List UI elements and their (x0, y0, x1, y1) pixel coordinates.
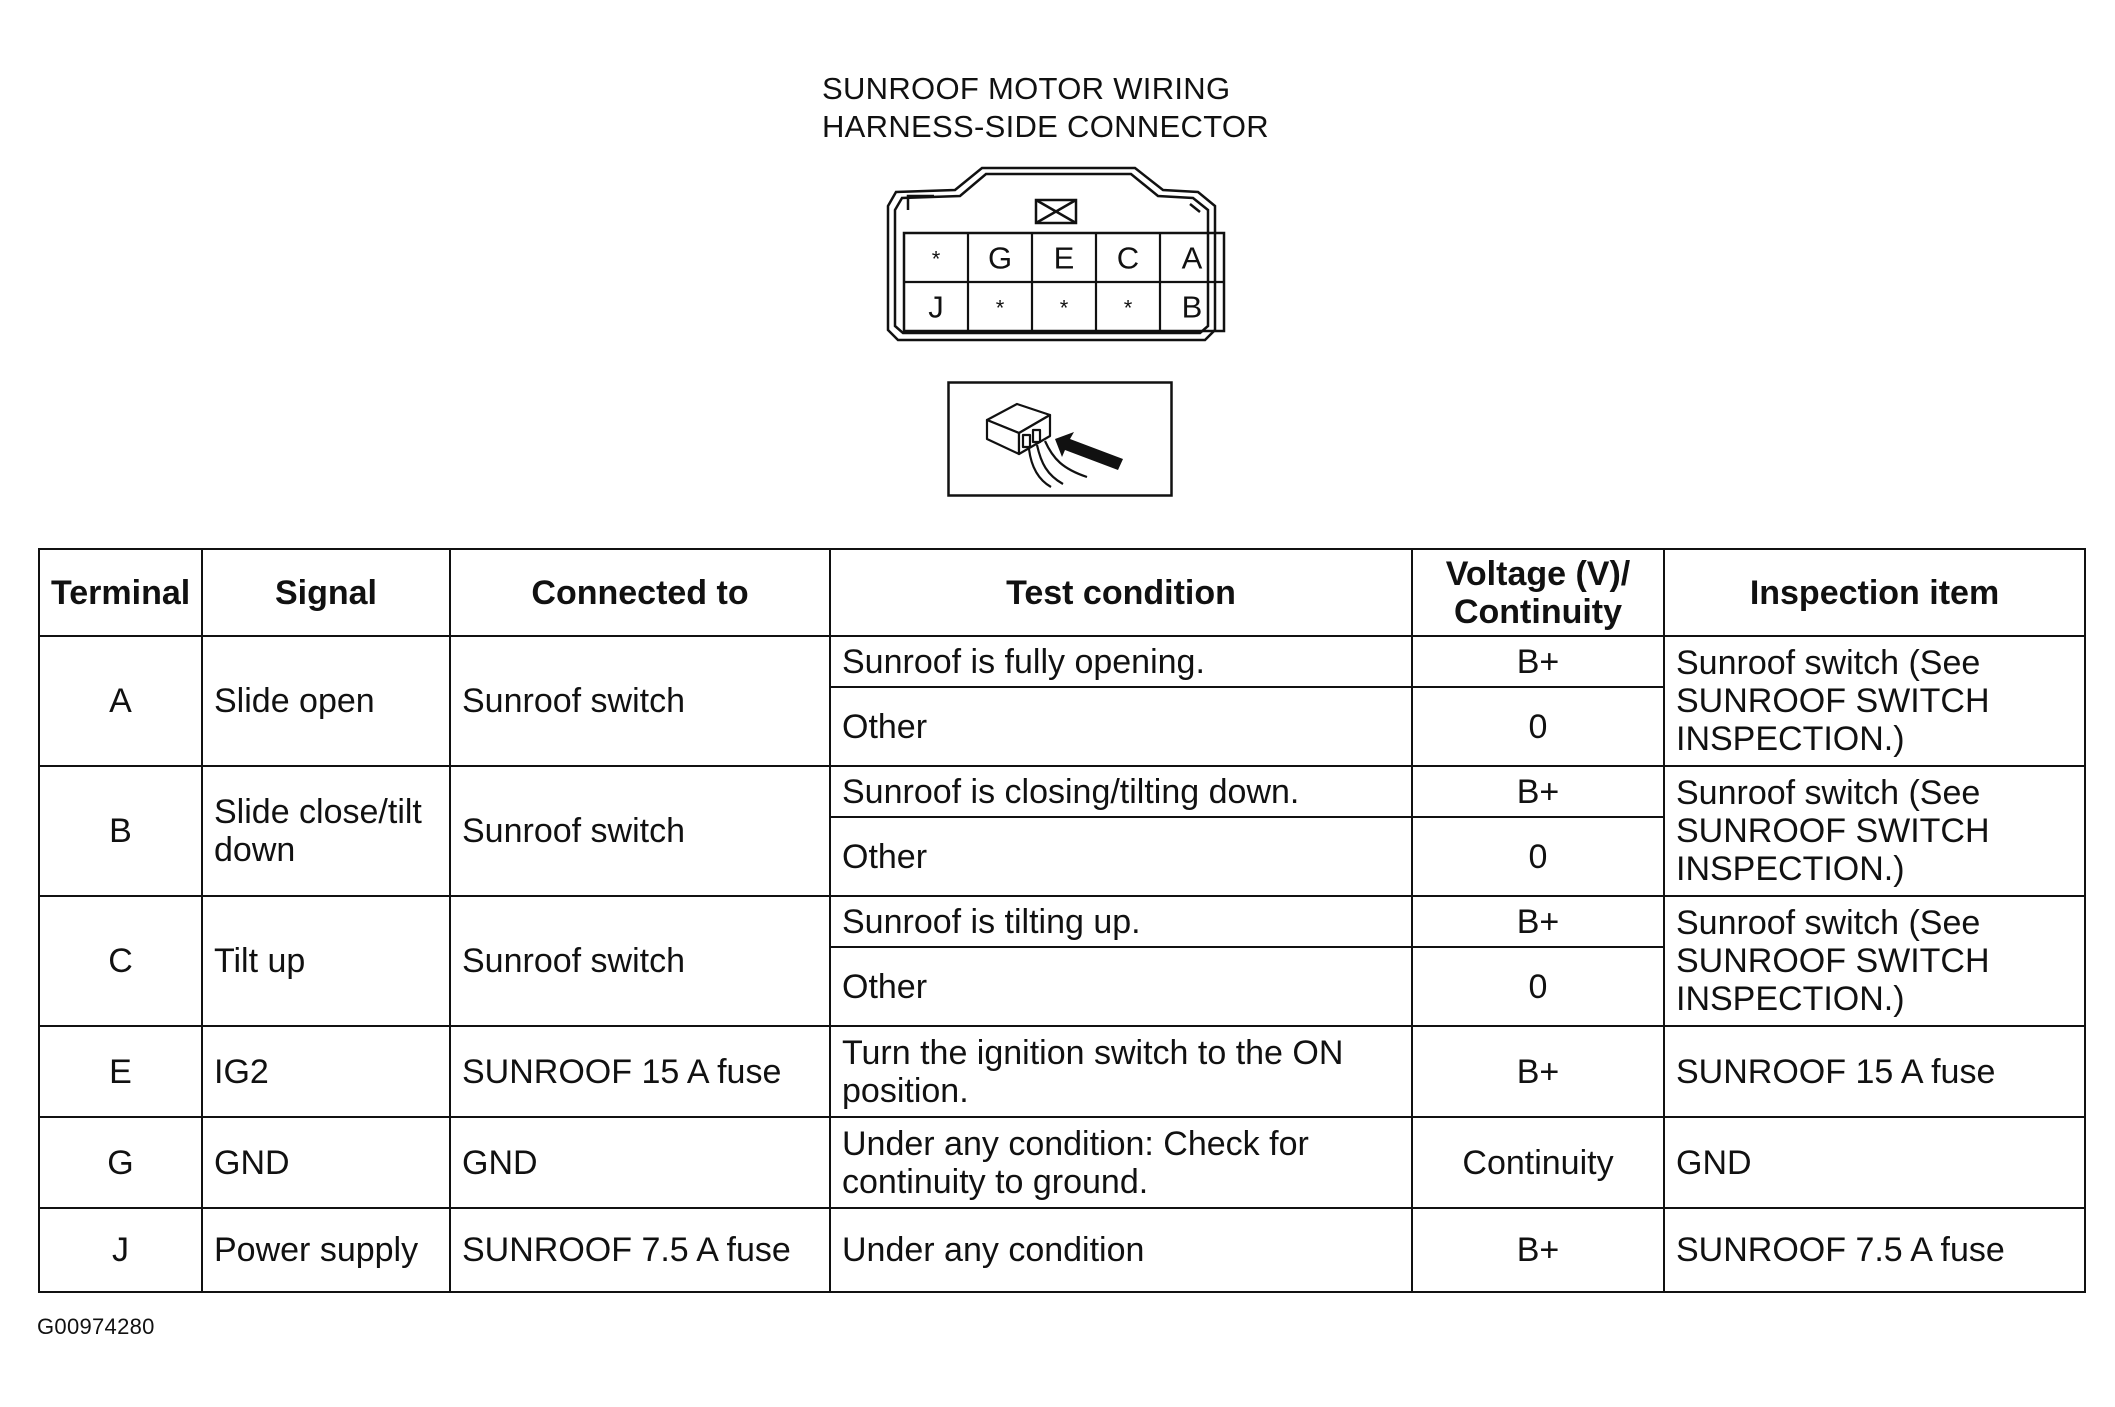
pin-b: B (1181, 289, 1203, 325)
inspection-cell: SUNROOF 15 A fuse (1664, 1026, 2085, 1117)
connected-to-cell: Sunroof switch (450, 636, 830, 766)
connected-to-cell: Sunroof switch (450, 896, 830, 1026)
inspection-cell: Sunroof switch (See SUNROOF SWITCH INSPECTION.) (1664, 766, 2085, 896)
header-inspection-item: Inspection item (1664, 549, 2085, 636)
table-header-row (39, 549, 2085, 636)
connector-pin-grid (904, 233, 1224, 331)
value-cell: 0 (1412, 947, 1664, 1026)
value-cell: B+ (1412, 1208, 1664, 1292)
terminal-cell: B (39, 766, 202, 896)
test-condition-cell: Under any condition (830, 1208, 1412, 1292)
diagram-title-line-1: SUNROOF MOTOR WIRING (822, 71, 1231, 106)
pin-unused: * (995, 295, 1005, 321)
value-cell: 0 (1412, 687, 1664, 766)
header-connected-to: Connected to (450, 549, 830, 636)
header-voltage-line-2: Continuity (1453, 592, 1623, 631)
table-row (39, 636, 2085, 687)
pin-a: A (1181, 240, 1203, 276)
harness-connector (880, 160, 1235, 345)
connected-to-cell: SUNROOF 15 A fuse (450, 1026, 830, 1117)
value-cell: 0 (1412, 817, 1664, 896)
pin-unused: * (1059, 295, 1069, 321)
test-condition-cell: Turn the ignition switch to the ON position. (830, 1026, 1412, 1117)
connected-to-cell: SUNROOF 7.5 A fuse (450, 1208, 830, 1292)
terminal-cell: J (39, 1208, 202, 1292)
header-terminal: Terminal (39, 549, 202, 636)
pin-e: E (1053, 240, 1075, 276)
table-row (39, 766, 2085, 817)
header-voltage-line-1: Voltage (V)/ (1445, 554, 1631, 593)
value-cell: Continuity (1412, 1117, 1664, 1208)
signal-cell: Tilt up (202, 896, 450, 1026)
connector-view-box (947, 381, 1173, 497)
lock-tab-icon (1036, 200, 1076, 223)
table-row (39, 1026, 2085, 1117)
signal-cell: Slide close/tilt down (202, 766, 450, 896)
pin-c: C (1116, 240, 1140, 276)
pin-j: J (928, 289, 944, 325)
inspection-cell: SUNROOF 7.5 A fuse (1664, 1208, 2085, 1292)
test-condition-cell: Under any condition: Check for continuity to ground. (830, 1117, 1412, 1208)
value-cell: B+ (1412, 896, 1664, 947)
figure-code: G00974280 (37, 1314, 155, 1339)
signal-cell: GND (202, 1117, 450, 1208)
terminal-cell: A (39, 636, 202, 766)
terminal-spec-table (38, 548, 2086, 1293)
connected-to-cell: GND (450, 1117, 830, 1208)
connected-to-cell: Sunroof switch (450, 766, 830, 896)
table-row (39, 1117, 2085, 1208)
header-test-condition: Test condition (830, 549, 1412, 636)
pin-unused: * (1123, 295, 1133, 321)
inspection-cell: Sunroof switch (See SUNROOF SWITCH INSPECTION.) (1664, 636, 2085, 766)
diagram-title-line-2: HARNESS-SIDE CONNECTOR (822, 109, 1269, 144)
terminal-cell: C (39, 896, 202, 1026)
table-row (39, 1208, 2085, 1292)
test-condition-cell: Other (830, 947, 1412, 1026)
pin-unused: * (931, 246, 941, 272)
terminal-cell: E (39, 1026, 202, 1117)
inspection-cell: Sunroof switch (See SUNROOF SWITCH INSPECTION.) (1664, 896, 2085, 1026)
test-condition-cell: Other (830, 817, 1412, 896)
value-cell: B+ (1412, 1026, 1664, 1117)
header-voltage-continuity (1412, 549, 1664, 636)
signal-cell: Slide open (202, 636, 450, 766)
pin-g: G (987, 240, 1013, 276)
signal-cell: Power supply (202, 1208, 450, 1292)
test-condition-cell: Sunroof is fully opening. (830, 636, 1412, 687)
value-cell: B+ (1412, 766, 1664, 817)
header-signal: Signal (202, 549, 450, 636)
table-row (39, 896, 2085, 947)
connector-right-latch (1190, 204, 1200, 212)
terminal-cell: G (39, 1117, 202, 1208)
inspection-cell: GND (1664, 1117, 2085, 1208)
test-condition-cell: Other (830, 687, 1412, 766)
test-condition-cell: Sunroof is tilting up. (830, 896, 1412, 947)
test-condition-cell: Sunroof is closing/tilting down. (830, 766, 1412, 817)
value-cell: B+ (1412, 636, 1664, 687)
diagram-title (822, 70, 1269, 146)
signal-cell: IG2 (202, 1026, 450, 1117)
